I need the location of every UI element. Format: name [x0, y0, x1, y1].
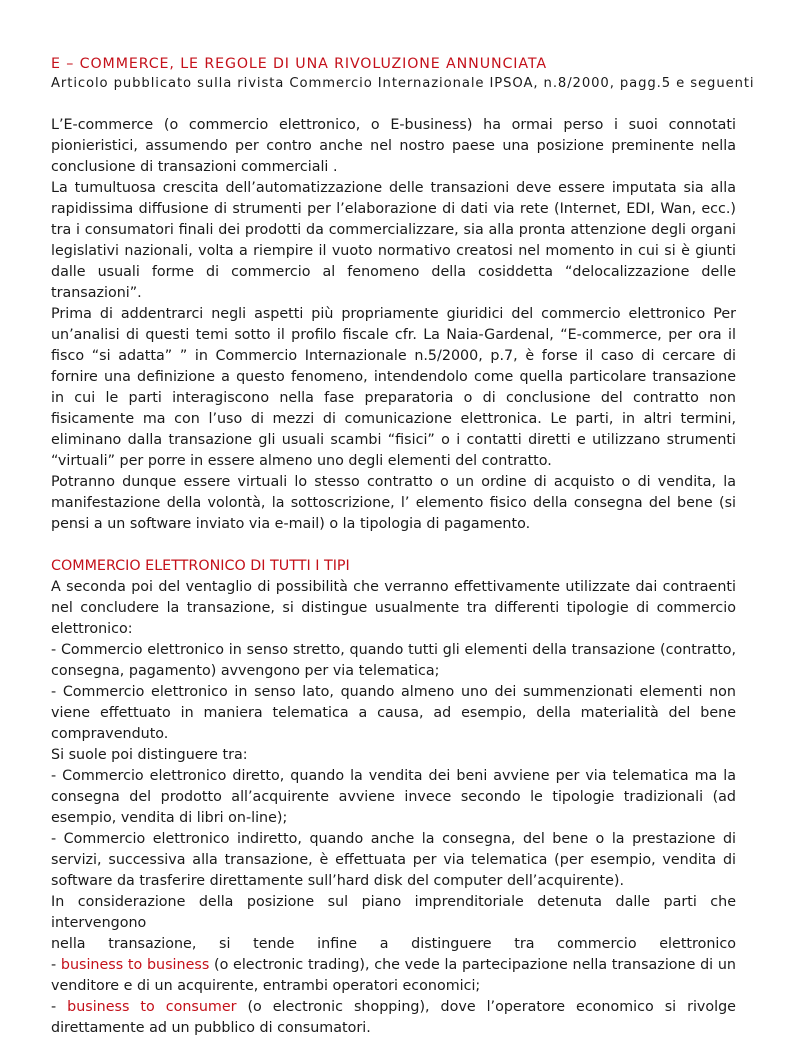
- b2c-list-item: [51, 997, 736, 1039]
- b2b-list-item: [51, 955, 736, 997]
- intro-paragraph-4: Potranno dunque essere virtuali lo stesso contratto o un ordine di acquisto o di vendita, la manifestazione della volontà, la sottoscrizione, l’ elemento fisico della consegna del bene (si pensi a un software inviato via e-mail) o la tipologia di pagamento.: [51, 474, 736, 532]
- intro-paragraph-1: L’E-commerce (o commercio elettronico, o E-business) ha ormai perso i suoi connotati pionieristici, assumendo per contro anche nel nostro paese una posizione preminente nella conclusione di transazioni commerciali .: [51, 117, 736, 175]
- b2b-term: business to business: [60, 957, 210, 973]
- section-paragraph-3: - Commercio elettronico in senso lato, quando almeno uno dei summenzionati elementi non viene effettuato in maniera telematica a causa, ad esempio, della materialità del bene compravenduto.: [51, 684, 736, 742]
- b2c-description: (o electronic shopping), dove l’operatore economico si rivolge direttamente ad un pubblico di consumatori.: [51, 999, 736, 1036]
- article-subtitle: Articolo pubblicato sulla rivista Commercio Internazionale IPSOA, n.8/2000, pagg.5 e seguenti: [51, 76, 755, 91]
- section-paragraph-4: Si suole poi distinguere tra:: [51, 747, 248, 763]
- b2c-bullet: -: [51, 999, 68, 1015]
- section-paragraph-7-line-1: In considerazione della posizione sul piano imprenditoriale detenuta dalle parti che intervengono: [51, 894, 736, 931]
- section-paragraph-7-line-2: nella transazione, si tende infine a distinguere tra commercio elettronico: [51, 936, 736, 952]
- article-title: E – COMMERCE, LE REGOLE DI UNA RIVOLUZIONE ANNUNCIATA: [51, 56, 547, 72]
- b2b-bullet: -: [51, 957, 61, 973]
- section-paragraph-5: - Commercio elettronico diretto, quando la vendita dei beni avviene per via telematica ma la consegna del prodotto all’acquirente avviene invece secondo le tipologie tradizionali (ad esempio, vendita di libri on-line);: [51, 768, 736, 826]
- section-heading: COMMERCIO ELETTRONICO DI TUTTI I TIPI: [51, 558, 350, 574]
- section-paragraph-2: - Commercio elettronico in senso stretto, quando tutti gli elementi della transazione (contratto, consegna, pagamento) avvengono per via telematica;: [51, 642, 736, 679]
- section-paragraph-6: - Commercio elettronico indiretto, quando anche la consegna, del bene o la prestazione di servizi, successiva alla transazione, è effettuata per via telematica (per esempio, vendita di software da trasferire direttamente sull’hard disk del computer dell’acquirente).: [51, 831, 736, 889]
- intro-paragraph-2: La tumultuosa crescita dell’automatizzazione delle transazioni deve essere imputata sia alla rapidissima diffusione di strumenti per l’elaborazione di dati via rete (Internet, EDI, Wan, ecc.) tra i consumatori finali dei prodotti da commercializzare, sia alla pronta attenzione degli organi legislativi nazionali, volta a riempire il vuoto normativo creatosi nel momento in cui si è giunti dalle usuali forme di commercio al fenomeno della cosiddetta “delocalizzazione delle transazioni”.: [51, 180, 736, 301]
- section-paragraph-1: A seconda poi del ventaglio di possibilità che verranno effettivamente utilizzate dai contraenti nel concludere la transazione, si distingue usualmente tra differenti tipologie di commercio elettronico:: [51, 579, 736, 637]
- document-page: [51, 54, 755, 1039]
- b2c-term: business to consumer: [67, 999, 237, 1015]
- intro-paragraph-3: Prima di addentrarci negli aspetti più propriamente giuridici del commercio elettronico Per un’analisi di questi temi sotto il profilo fiscale cfr. La Naia-Gardenal, “E-commerce, per ora il fisco “si adatta” ” in Commercio Internazionale n.5/2000, p.7, è forse il caso di cercare di fornire una definizione a questo fenomeno, intendendolo come quella particolare transazione in cui le parti interagiscono nella fase preparatoria o di conclusione del contratto non fisicamente ma con l’uso di mezzi di comunicazione elettronica. Le parti, in altri termini, eliminano dalla transazione gli usuali scambi “fisici” o i contatti diretti e utilizzano strumenti “virtuali” per porre in essere almeno uno degli elementi del contratto.: [51, 306, 736, 469]
- b2b-description: (o electronic trading), che vede la partecipazione nella transazione di un venditore e di un acquirente, entrambi operatori economici;: [51, 957, 736, 994]
